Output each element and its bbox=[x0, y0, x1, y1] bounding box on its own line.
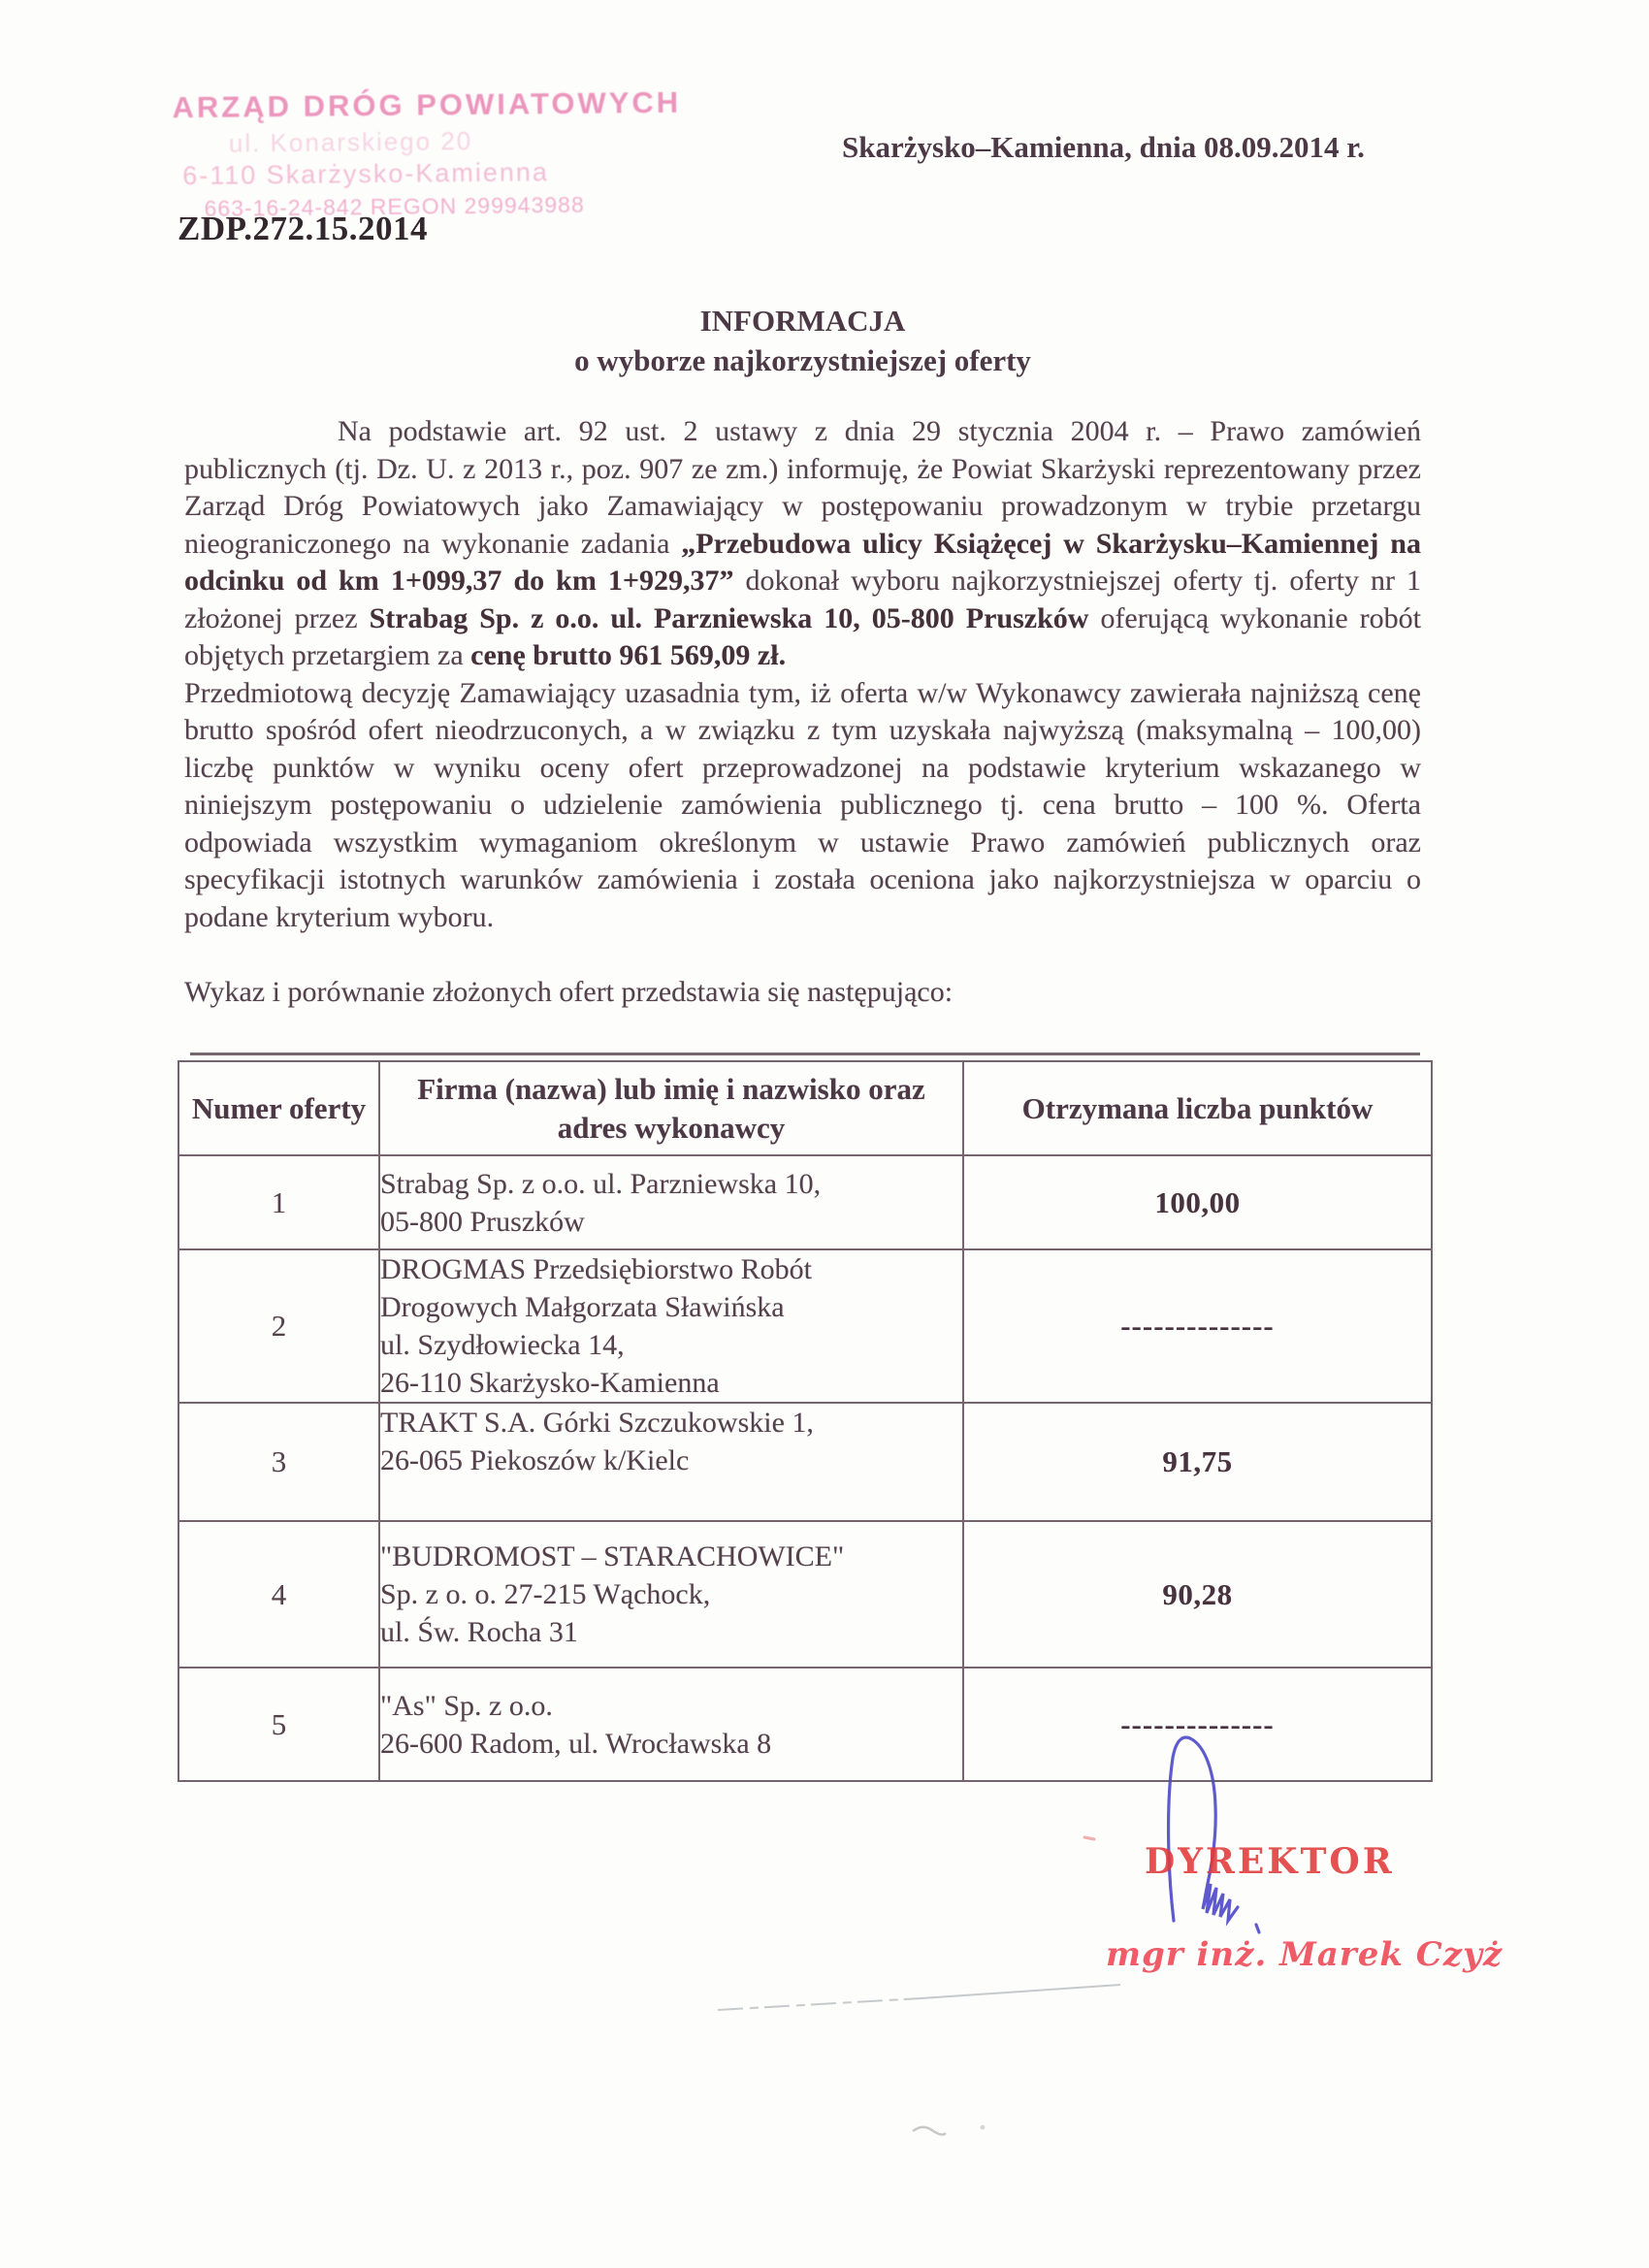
offer-number: 5 bbox=[178, 1668, 379, 1781]
company-line: Drogowych Małgorzata Sławińska bbox=[380, 1291, 785, 1323]
table-header-row bbox=[178, 1061, 1432, 1155]
offer-number: 2 bbox=[178, 1249, 379, 1403]
company-line: 26-065 Piekoszów k/Kielc bbox=[380, 1444, 690, 1476]
header-points: Otrzymana liczba punktów bbox=[963, 1061, 1432, 1155]
director-name-stamp: mgr inż. Marek Czyż bbox=[1106, 1935, 1504, 1974]
offer-company bbox=[379, 1155, 963, 1249]
director-title-stamp: DYREKTOR bbox=[1145, 1841, 1395, 1882]
offer-points: 91,75 bbox=[963, 1403, 1432, 1521]
reference-number: ZDP.272.15.2014 bbox=[178, 210, 429, 247]
scan-artifact-squiggle bbox=[907, 2118, 1014, 2147]
place-and-date: Skarżysko–Kamienna, dnia 08.09.2014 r. bbox=[842, 130, 1365, 164]
stamp-street: ul. Konarskiego 20 bbox=[228, 126, 473, 158]
company-line: DROGMAS Przedsiębiorstwo Robót bbox=[380, 1253, 813, 1285]
table-row bbox=[178, 1521, 1432, 1668]
company-line: 26-110 Skarżysko-Kamienna bbox=[380, 1367, 720, 1399]
offer-points: 100,00 bbox=[963, 1155, 1432, 1249]
header-company: Firma (nazwa) lub imię i nazwisko oraz adres wykonawcy bbox=[379, 1061, 963, 1155]
company-line: 26-600 Radom, ul. Wrocławska 8 bbox=[380, 1727, 772, 1760]
p1-run6-bold: cenę brutto 961 569,09 zł. bbox=[470, 639, 787, 671]
offer-number: 1 bbox=[178, 1155, 379, 1249]
document-body bbox=[184, 413, 1421, 1012]
company-line: Strabag Sp. z o.o. ul. Parzniewska 10, bbox=[380, 1167, 822, 1200]
p1-run2-bold: „Przebudowa ulicy Książęcej w Skarżysku–Kamiennej na odcinku od km 1+099,37 do km 1+929,37” bbox=[184, 527, 1421, 597]
list-intro: Wykaz i porównanie złożonych ofert przedstawia się następująco: bbox=[184, 976, 954, 1008]
paragraph-1 bbox=[184, 413, 1421, 675]
stamp-nip-regon: 663-16-24-842 REGON 299943988 bbox=[204, 191, 585, 221]
offer-company bbox=[379, 1403, 963, 1521]
p1-run3: dokonał wyboru najkorzystniejszej oferty tj. oferty nr 1 złożonej przez bbox=[184, 565, 1422, 634]
office-ink-stamp bbox=[172, 86, 774, 220]
paragraph-2: Przedmiotową decyzję Zamawiający uzasadnia tym, iż oferta w/w Wykonawcy zawierała najniższą cenę brutto spośród ofert nieodrzuconych, a w związku z tym uzyskała najwyższą (maksymalną – 100,00) liczbę punktów w wyniku oceny ofert przeprowadzonej na podstawie kryterium wskazanego w niniejszym postępowaniu o udzielenie zamówienia publicznego tj. cena brutto – 100 %. Oferta odpowiada wszystkim wymaganiom określonym w ustawie Prawo zamówień publicznych oraz specyfikacji istotnych warunków zamówienia i została oceniona jako najkorzystniejsza w oparciu o podane kryterium wyboru. bbox=[184, 676, 1421, 933]
document-title bbox=[184, 301, 1421, 380]
p1-run4-bold: Strabag Sp. z o.o. ul. Parzniewska 10, 05-800 Pruszków bbox=[369, 601, 1089, 634]
table-row bbox=[178, 1155, 1432, 1249]
offer-company bbox=[379, 1521, 963, 1668]
stamp-city: 6-110 Skarżysko-Kamienna bbox=[182, 157, 550, 191]
header-offer-number: Numer oferty bbox=[178, 1061, 379, 1155]
scan-artifact-line bbox=[190, 1053, 1420, 1055]
table-row bbox=[178, 1403, 1432, 1521]
title-line-1: INFORMACJA bbox=[699, 304, 906, 338]
company-line: "BUDROMOST – STARACHOWICE" bbox=[380, 1540, 845, 1572]
stamp-office-name: ARZĄD DRÓG POWIATOWYCH bbox=[172, 84, 682, 125]
company-line: 05-800 Pruszków bbox=[380, 1205, 585, 1238]
p1-run1: Na podstawie art. 92 ust. 2 ustawy z dnia 29 stycznia 2004 r. – Prawo zamówień publicznych (tj. Dz. U. z 2013 r., poz. 907 ze zm.) informuję, że Powiat Skarżyski reprezentowany przez Zarząd Dróg Powiatowych jako Zamawiający w postępowaniu prowadzonym w trybie przetargu nieograniczonego na wykonanie zadania bbox=[184, 415, 1421, 560]
table-row bbox=[178, 1249, 1432, 1403]
company-line: TRAKT S.A. Górki Szczukowskie 1, bbox=[380, 1407, 814, 1439]
offers-comparison-table bbox=[178, 1060, 1433, 1782]
company-line: "As" Sp. z o.o. bbox=[380, 1689, 553, 1722]
offer-number: 3 bbox=[178, 1403, 379, 1521]
offer-number: 4 bbox=[178, 1521, 379, 1668]
company-line: Sp. z o. o. 27-215 Wąchock, bbox=[380, 1578, 711, 1610]
offer-points: -------------- bbox=[963, 1668, 1432, 1781]
company-line: ul. Św. Rocha 31 bbox=[380, 1616, 578, 1648]
offer-points: -------------- bbox=[963, 1249, 1432, 1403]
title-line-2: o wyborze najkorzystniejszej oferty bbox=[574, 343, 1031, 377]
p1-run5: oferującą wykonanie robót objętych przetargiem za bbox=[184, 601, 1421, 671]
offer-points: 90,28 bbox=[963, 1521, 1432, 1668]
company-line: ul. Szydłowiecka 14, bbox=[380, 1329, 625, 1361]
offer-company bbox=[379, 1249, 963, 1403]
